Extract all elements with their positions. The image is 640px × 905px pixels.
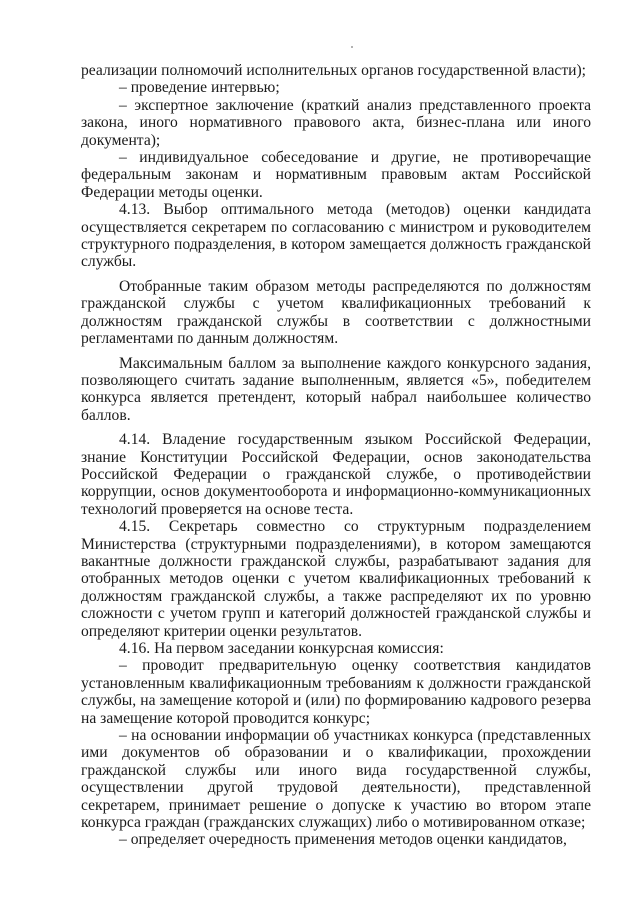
scan-speck [351, 46, 353, 48]
paragraph-methods-distribution: Отобранные таким образом методы распределяются по должностям гражданской службы с учетом квалификационных требований к должностям гражданской службы в соответствии с должностными регламентами по данным должностям. [81, 277, 591, 348]
paragraph-max-score: Максимальным баллом за выполнение каждого конкурсного задания, позволяющего считать задание выполненным, является «5», победителем конкурса является претендент, который набрал наибольшее количество баллов. [81, 354, 591, 424]
list-item-interview: – проведение интервью; [119, 79, 280, 97]
paragraph-continuation: реализации полномочий исполнительных органов государственной власти); [81, 62, 586, 79]
list-item-admission-decision: – на основании информации об участниках конкурса (представленных ими документов об образовании и о квалификации, прохождении гражданской службы или иного вида государственной службы, осуществлении другой трудовой деятельности), представленной секретарем, принимает решение о допуске к участию во втором этапе конкурса граждан (гражданских служащих) либо о мотивированном отказе; [81, 727, 591, 832]
clause-4-15: 4.15. Секретарь совместно со структурным подразделением Министерства (структурными подразделениями), в котором замещаются вакантные должности гражданской службы, разрабатывают задания для отобранных методов оценки с учетом квалификационных требований к должностям гражданской службы, а также распределяют их по уровню сложности с учетом групп и категорий должностей гражданской службы и определяют критерии оценки результатов. [81, 518, 591, 640]
list-item-preliminary-assessment: – проводит предварительную оценку соответствия кандидатов установленным квалификационным требованиям к должности гражданской службы, на замещение которой и (или) по формированию кадрового резерва на замещение которой проводится конкурс; [81, 657, 591, 727]
clause-4-14: 4.14. Владение государственным языком Российской Федерации, знание Конституции Российской Федерации, основ законодательства Российской Федерации о гражданской службе, о противодействии коррупции, основ документооборота и информационно-коммуникационных технологий проверяется на основе теста. [81, 431, 591, 518]
clause-4-16: 4.16. На первом заседании конкурсная комиссия: [119, 640, 444, 657]
clause-4-13: 4.13. Выбор оптимального метода (методов) оценки кандидата осуществляется секретарем по согласованию с министром и руководителем структурного подразделения, в котором замещается должность гражданской службы. [81, 201, 591, 271]
list-item-assessment-order: – определяет очередность применения методов оценки кандидатов, [119, 831, 567, 849]
list-item-expert-opinion: – экспертное заключение (краткий анализ представленного проекта закона, иного нормативного правового акта, бизнес-плана или иного документа); [81, 96, 591, 149]
list-item-individual-interview: – индивидуальное собеседование и другие, не противоречащие федеральным законам и нормативным правовым актам Российской Федерации методы оценки. [81, 149, 591, 201]
document-body [81, 62, 591, 849]
